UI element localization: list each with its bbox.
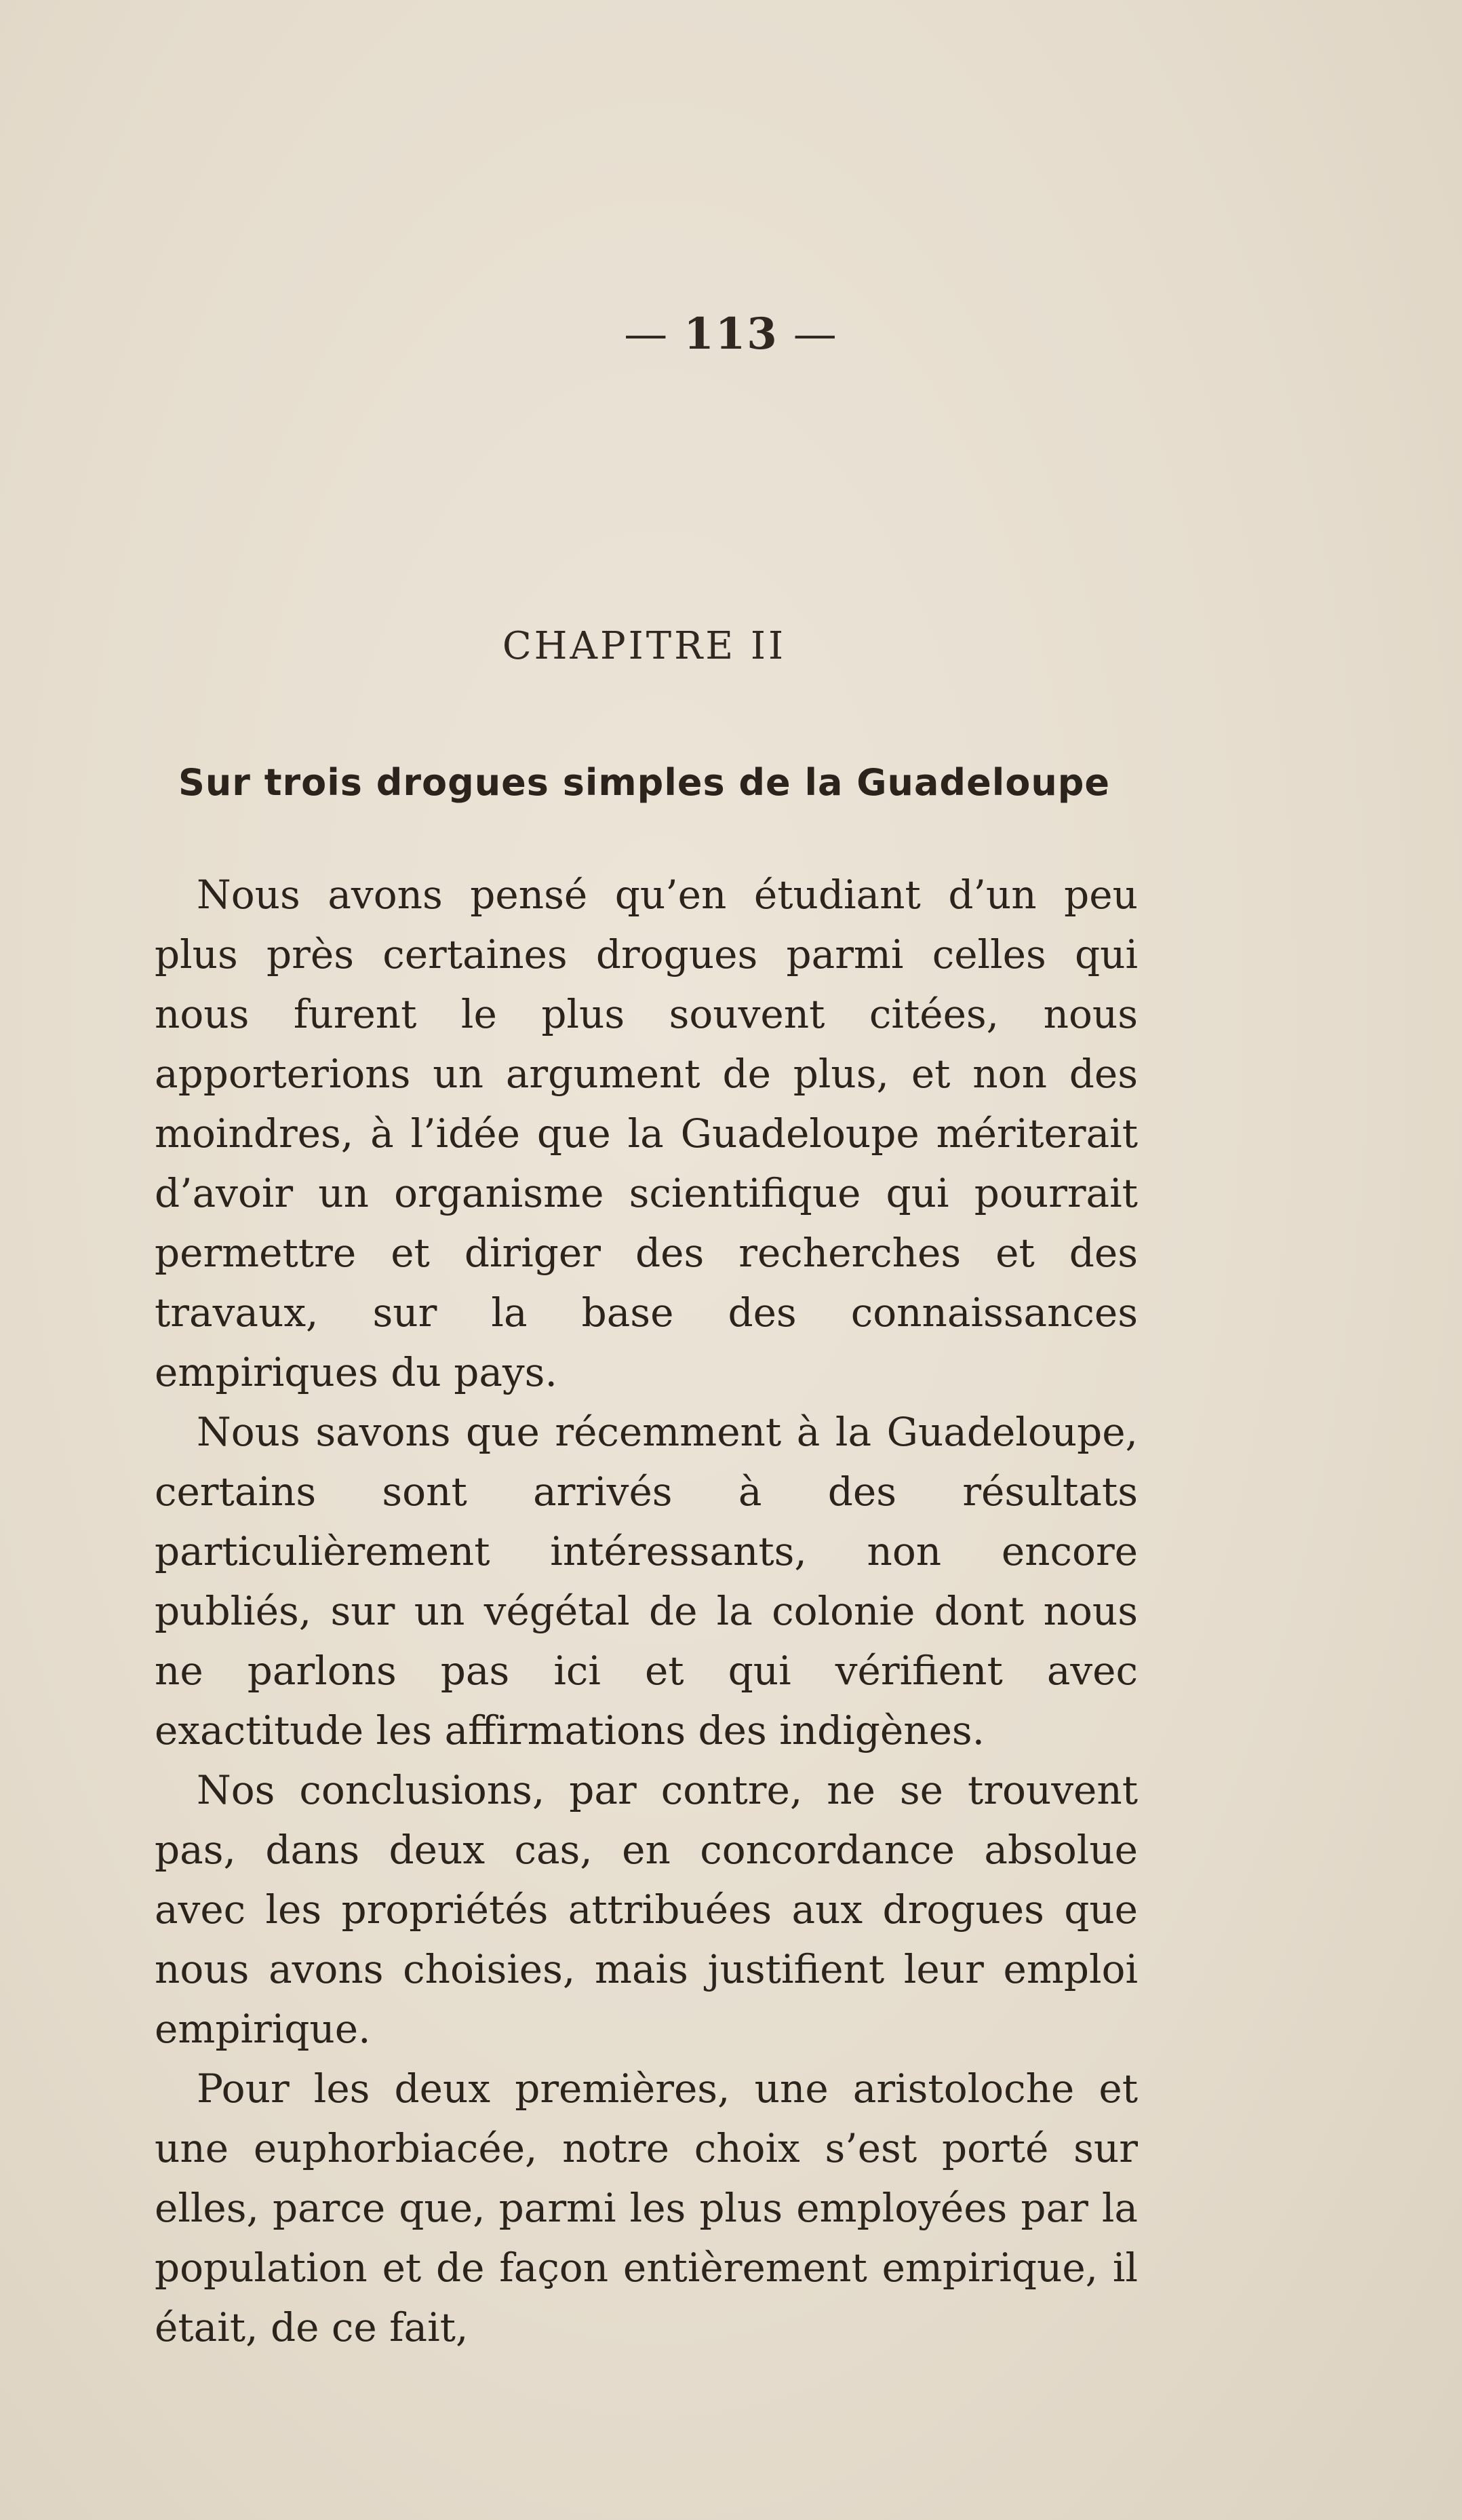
chapter-heading: CHAPITRE II bbox=[502, 624, 787, 668]
paragraph: Nous avons pensé qu’en étudiant d’un peu plus près certaines drogues parmi celles qui nous furent le plus souvent citées, nous apporterions un argument de plus, et non des moindres, à l’idée que la Guadeloupe mériterait d’avoir un organisme scientifique qui pourrait permettre et diriger des recherches et des travaux, sur la base des connaissances empiriques du pays. bbox=[155, 872, 1138, 1395]
section-title: Sur trois drogues simples de la Guadeloupe bbox=[178, 761, 1111, 804]
paragraph: Pour les deux premières, une aristoloche et une euphorbiacée, notre choix s’est porté sur elles, parce que, parmi les plus employées par la population et de façon entièrement empirique, il était, de ce fait, bbox=[155, 2066, 1138, 2350]
page-number-value: 113 bbox=[684, 309, 778, 360]
page-number-dash-left: — bbox=[624, 309, 669, 360]
paragraph: Nos conclusions, par contre, ne se trouvent pas, dans deux cas, en concordance absolue avec les propriétés attribuées aux drogues que nous avons choisies, mais justifient leur emploi empirique. bbox=[155, 1767, 1138, 2052]
paragraph: Nous savons que récemment à la Guadeloupe, certains sont arrivés à des résultats particulièrement intéressants, non encore publiés, sur un végétal de la colonie dont nous ne parlons pas ici et qui vérifient avec exactitude les affirmations des indigènes. bbox=[155, 1409, 1138, 1753]
body-text bbox=[155, 865, 1138, 2357]
page-number-dash-right: — bbox=[793, 309, 838, 360]
page-number bbox=[0, 309, 1462, 360]
